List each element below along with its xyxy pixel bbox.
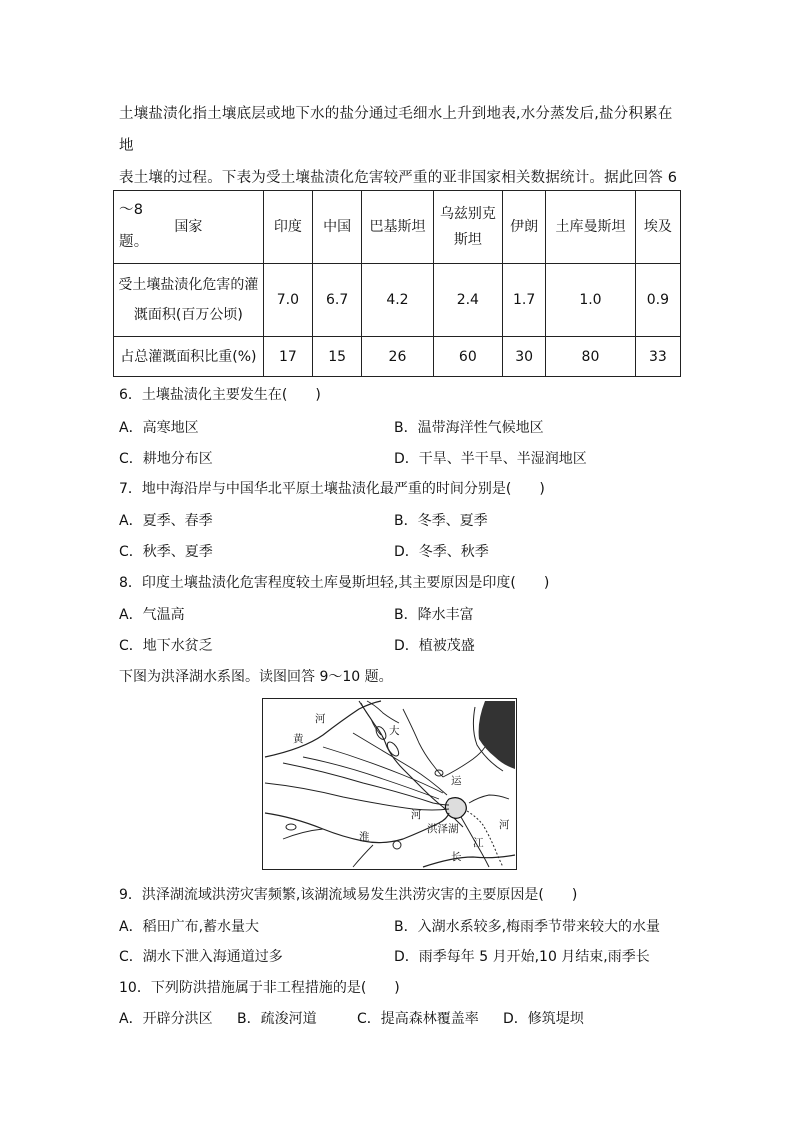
yangtze-river-line xyxy=(423,855,515,867)
map-label-hongzehu: 洪泽湖 xyxy=(427,823,459,835)
table-header-row xyxy=(114,191,681,264)
q7-option-b[interactable]: B．冬季、夏季 xyxy=(394,513,488,529)
intro-line-3: 题。 xyxy=(119,234,149,250)
row-label-ratio: 占总灌溉面积比重(%) xyxy=(114,337,264,377)
hongze-lake-map xyxy=(262,698,517,870)
table-cell: 33 xyxy=(635,337,680,377)
map-label-he-right: 河 xyxy=(499,819,510,831)
table-cell: 30 xyxy=(503,337,546,377)
country-india: 印度 xyxy=(263,191,312,264)
yellow-river-line xyxy=(265,701,381,757)
map-label-da: 大 xyxy=(389,725,400,737)
q6-option-a[interactable]: A．高寒地区 xyxy=(119,420,199,436)
q10-option-a[interactable]: A．开辟分洪区 xyxy=(119,1011,213,1027)
question-10-stem: 10．下列防洪措施属于非工程措施的是( ) xyxy=(119,980,400,996)
table-cell: 80 xyxy=(546,337,635,377)
table-cell: 15 xyxy=(313,337,362,377)
q8-option-c[interactable]: C．地下水贫乏 xyxy=(119,638,213,654)
salinization-table xyxy=(113,190,681,377)
table-cell: 17 xyxy=(263,337,312,377)
country-turkmenistan: 土库曼斯坦 xyxy=(546,191,635,264)
table-cell: 1.0 xyxy=(546,264,635,337)
table-cell: 7.0 xyxy=(263,264,312,337)
table-cell: 1.7 xyxy=(503,264,546,337)
q6-option-c[interactable]: C．耕地分布区 xyxy=(119,451,213,467)
intro-line-2: 表土壤的过程。下表为受土壤盐渍化危害较严重的亚非国家相关数据统计。据此回答 6～8 xyxy=(119,170,678,218)
q8-option-b[interactable]: B．降水丰富 xyxy=(394,607,474,623)
country-pakistan: 巴基斯坦 xyxy=(362,191,433,264)
q9-option-a[interactable]: A．稻田广布,蓄水量大 xyxy=(119,919,260,935)
q6-option-d[interactable]: D．干旱、半干旱、半湿润地区 xyxy=(394,451,587,467)
row-label-area: 受土壤盐渍化危害的灌溉面积(百万公顷) xyxy=(114,264,264,337)
map-label-yun: 运 xyxy=(451,775,462,787)
intro-line-1: 土壤盐渍化指土壤底层或地下水的盐分通过毛细水上升到地表,水分蒸发后,盐分积累在地 xyxy=(119,106,673,154)
country-iran: 伊朗 xyxy=(503,191,546,264)
table-row xyxy=(114,264,681,337)
q10-option-d[interactable]: D．修筑堤坝 xyxy=(503,1011,584,1027)
map-intro: 下图为洪泽湖水系图。读图回答 9～10 题。 xyxy=(119,669,393,685)
question-9-stem: 9．洪泽湖流域洪涝灾害频繁,该湖流域易发生洪涝灾害的主要原因是( ) xyxy=(119,887,578,903)
question-7-stem: 7．地中海沿岸与中国华北平原土壤盐渍化最严重的时间分别是( ) xyxy=(119,481,545,497)
table-cell: 60 xyxy=(433,337,502,377)
map-label-he-mid: 河 xyxy=(411,809,422,821)
country-china: 中国 xyxy=(313,191,362,264)
map-label-huai: 淮 xyxy=(359,831,370,843)
table-cell: 2.4 xyxy=(433,264,502,337)
q7-option-d[interactable]: D．冬季、秋季 xyxy=(394,544,489,560)
q8-option-a[interactable]: A．气温高 xyxy=(119,607,185,623)
q7-option-c[interactable]: C．秋季、夏季 xyxy=(119,544,213,560)
table-row xyxy=(114,337,681,377)
table-cell: 4.2 xyxy=(362,264,433,337)
q10-option-c[interactable]: C．提高森林覆盖率 xyxy=(357,1011,479,1027)
map-label-he-top: 河 xyxy=(315,713,326,725)
country-uzbekistan: 乌兹别克斯坦 xyxy=(433,191,502,264)
q10-option-b[interactable]: B．疏浚河道 xyxy=(237,1011,317,1027)
map-label-chang: 长 xyxy=(451,851,462,863)
header-country-label: 国家 xyxy=(114,191,264,264)
map-label-jiang: 江 xyxy=(473,837,484,849)
table-cell: 0.9 xyxy=(635,264,680,337)
table-cell: 6.7 xyxy=(313,264,362,337)
question-6-stem: 6．土壤盐渍化主要发生在( ) xyxy=(119,387,321,403)
map-label-huang: 黄 xyxy=(293,733,304,745)
q9-option-c[interactable]: C．湖水下泄入海通道过多 xyxy=(119,949,283,965)
question-8-stem: 8．印度土壤盐渍化危害程度较土库曼斯坦轻,其主要原因是印度( ) xyxy=(119,575,550,591)
q8-option-d[interactable]: D．植被茂盛 xyxy=(394,638,475,654)
country-egypt: 埃及 xyxy=(635,191,680,264)
q9-option-b[interactable]: B．入湖水系较多,梅雨季节带来较大的水量 xyxy=(394,919,661,935)
q9-option-d[interactable]: D．雨季每年 5 月开始,10 月结束,雨季长 xyxy=(394,949,650,965)
shaded-sea-area xyxy=(479,701,515,769)
q6-option-b[interactable]: B．温带海洋性气候地区 xyxy=(394,420,544,436)
q7-option-a[interactable]: A．夏季、春季 xyxy=(119,513,213,529)
table-cell: 26 xyxy=(362,337,433,377)
